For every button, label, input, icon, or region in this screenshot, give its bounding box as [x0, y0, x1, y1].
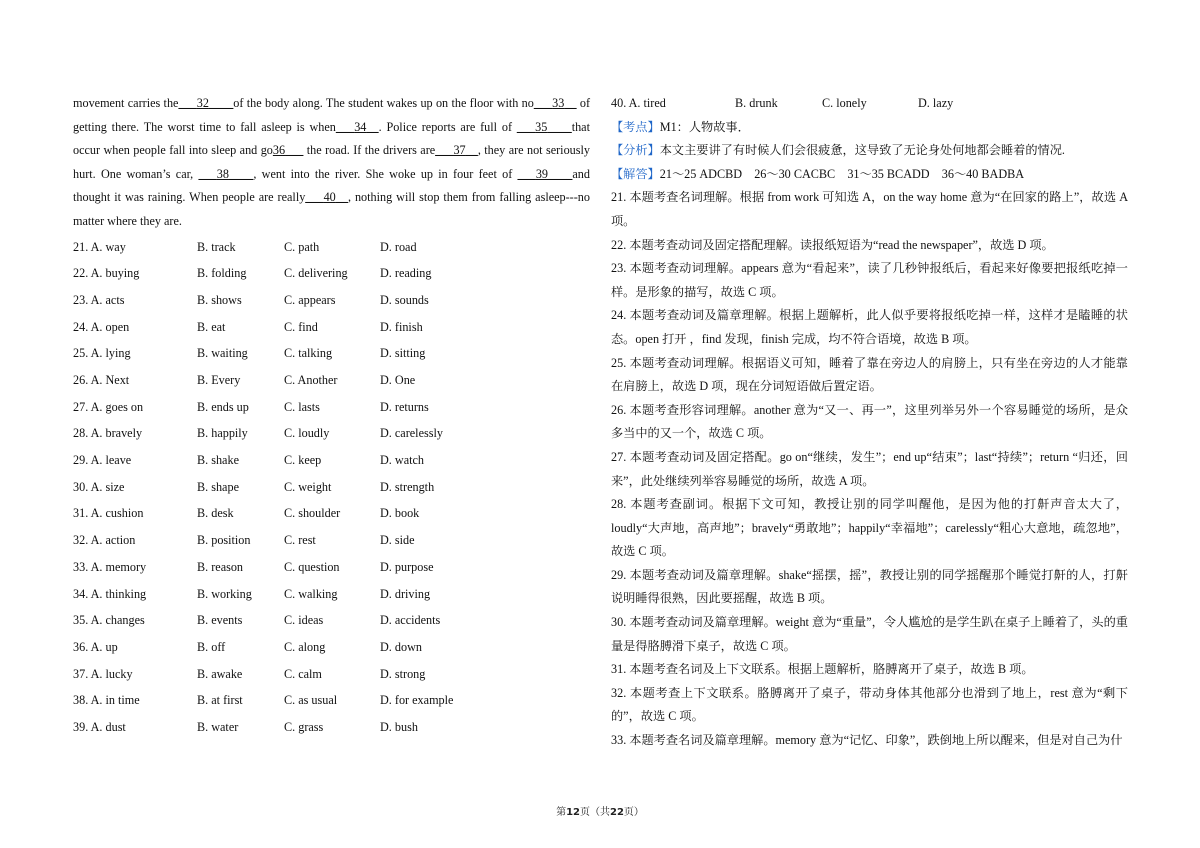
passage-text: , nothing will stop them from falling asleep---no matter where they are. [73, 190, 590, 228]
explanation-item: 27. 本题考查动词及固定搭配。go on“继续，发生”；end up“结束”；last“持续”；return “归还，回来”，此处继续列举容易睡觉的场所，故选 A 项。 [611, 449, 1128, 488]
page-total: 22 [610, 807, 624, 818]
blank-32: ___32____ [178, 96, 234, 110]
option-item: C. weight [284, 479, 332, 494]
option-row [73, 634, 590, 661]
option-row [73, 687, 590, 714]
option-item: 26. A. Next [73, 373, 130, 387]
option-item: C. walking [284, 586, 338, 601]
option-row [73, 607, 590, 634]
option-item: D. down [380, 639, 422, 654]
fenxi-line [611, 139, 1128, 163]
option-item: D. carelessly [380, 426, 443, 441]
option-item: D. sitting [380, 346, 426, 361]
blank-33: ___33__ [533, 96, 577, 110]
option-row-40 [611, 92, 1128, 116]
option-item: B. desk [197, 506, 234, 521]
passage-text: . Police reports are full of [378, 119, 517, 134]
option-row [73, 474, 590, 501]
option-item: D. watch [380, 453, 424, 468]
option-item: 34. A. thinking [73, 586, 147, 601]
option-item: 37. A. lucky [73, 666, 133, 681]
option-item: C. shoulder [284, 506, 341, 521]
option-row [73, 527, 590, 554]
option-item: B. ends up [197, 399, 249, 414]
option-row [73, 314, 590, 341]
explanation-item: 31. 本题考查名词及上下文联系。根据上题解析，胳膊离开了桌子，故选 B 项。 [611, 662, 1034, 677]
options-list [73, 234, 590, 741]
option-item: C. calm [284, 666, 322, 681]
option-item: C. talking [284, 346, 333, 361]
option-item: C. delivering [284, 266, 348, 281]
option-item: D. driving [380, 586, 431, 601]
option-item: 22. A. buying [73, 266, 140, 281]
explanation-item: 24. 本题考查动词及篇章理解。根据上题解析，此人似乎要将报纸吃掉一样，这样才是瞌睡的状态。open 打开 ，find 发现，finish 完成，均不符合语境，故选 B 项。 [611, 308, 1128, 346]
option-item: D. reading [380, 266, 432, 281]
option-item: B. working [197, 586, 252, 601]
kaodian-line [611, 116, 1128, 140]
option-item: B. water [197, 719, 239, 734]
option-item: B. shows [197, 292, 242, 307]
option-item: 27. A. goes on [73, 399, 144, 414]
option-row [73, 420, 590, 447]
kaodian-text: M1：人物故事． [659, 119, 750, 134]
option-item: C. grass [284, 719, 324, 734]
option-item: D. returns [380, 399, 429, 414]
option-item: 31. A. cushion [73, 506, 144, 521]
option-item: D. bush [380, 719, 418, 734]
blank-35: ___35____ [516, 119, 572, 134]
option-item: 38. A. in time [73, 693, 140, 708]
option-40-a: 40. A. tired [611, 96, 666, 110]
option-item: C. as usual [284, 693, 338, 708]
option-row [73, 367, 590, 394]
blank-34: ___34__ [335, 119, 379, 134]
passage-text: of getting there. The worst time to fall asleep is when [73, 96, 591, 134]
explanation-item: 25. 本题考查动词理解。根据语义可知，睡着了靠在旁边人的肩膀上，只有坐在旁边的人才能靠在肩膀上，故选 D 项，现在分词短语做后置定语。 [611, 355, 1128, 394]
option-item: B. awake [197, 666, 243, 681]
blank-39: ___39____ [517, 166, 573, 181]
jieda-line [611, 163, 1128, 187]
option-row [73, 554, 590, 581]
option-item: C. ideas [284, 613, 324, 628]
passage-text: the road. If the drivers are [303, 143, 436, 158]
option-item: B. folding [197, 266, 247, 281]
left-column [73, 92, 590, 741]
option-item: B. at first [197, 693, 243, 708]
explanation-item: 33. 本题考查名词及篇章理解。memory 意为“记忆、印象”，跌倒地上所以醒来，但是对自己为什 [611, 733, 1123, 748]
kaodian-tag: 【考点】 [611, 119, 660, 134]
blank-40: ___40__ [305, 190, 348, 205]
option-row [73, 447, 590, 474]
option-item: B. off [197, 639, 226, 654]
option-item: C. keep [284, 453, 322, 468]
option-item: 33. A. memory [73, 559, 147, 574]
option-40-d: D. lazy [918, 96, 954, 110]
option-item: 35. A. changes [73, 613, 145, 628]
option-item: 39. A. dust [73, 719, 126, 734]
explanation-item: 21. 本题考查名词理解。根据 from work 可知选 A，on the way home 意为“在回家的路上”，故选 A 项。 [611, 190, 1128, 228]
cloze-passage [73, 92, 590, 234]
option-item: C. along [284, 639, 326, 654]
option-item: B. shake [197, 453, 239, 468]
option-item: 28. A. bravely [73, 426, 143, 441]
explanation-item: 23. 本题考查动词理解。appears 意为“看起来”，读了几秒钟报纸后，看起来好像要把报纸吃掉一样。是形象的描写，故选 C 项。 [611, 261, 1128, 299]
option-40-c: C. lonely [822, 96, 867, 110]
option-item: D. side [380, 533, 415, 548]
blank-36: 36___ [272, 143, 304, 158]
option-item: D. sounds [380, 292, 429, 307]
option-item: 32. A. action [73, 533, 136, 548]
option-item: 25. A. lying [73, 346, 131, 361]
option-row [73, 714, 590, 741]
option-item: B. waiting [197, 346, 248, 361]
explanation-item: 22. 本题考查动词及固定搭配理解。读报纸短语为“read the newspaper”，故选 D 项。 [611, 237, 1054, 252]
option-item: B. shape [197, 479, 239, 494]
passage-text: , they are not seriously hurt. One woman’s car, [73, 143, 590, 181]
option-item: B. position [197, 533, 251, 548]
option-item: B. Every [197, 373, 241, 387]
passage-text: movement carries the [73, 96, 179, 110]
explanation-item: 30. 本题考查动词及篇章理解。weight 意为“重量”，令人尴尬的是学生趴在桌子上睡着了，头的重量是得胳膊滑下桌子，故选 C 项。 [611, 615, 1128, 653]
passage-text: , went into the river. She woke up in four feet of [253, 166, 518, 181]
page-footer: 第12页（共22页） [556, 807, 644, 818]
option-item: D. strength [380, 479, 435, 494]
explanation-item: 26. 本题考查形容词理解。another 意为“又一、再一”，这里列举另外一个容易睡觉的场所，是众多当中的又一个，故选 C 项。 [611, 402, 1128, 441]
option-item: 23. A. acts [73, 292, 125, 307]
passage-text: of the body along. The student wakes up on the floor with no [233, 96, 534, 110]
passage-text: that occur when people fall into sleep and go [73, 119, 590, 158]
option-item: C. rest [284, 533, 316, 548]
option-item: D. road [380, 239, 417, 254]
blank-38: ___38____ [198, 166, 254, 181]
option-item: 30. A. size [73, 479, 125, 494]
option-item: C. Another [284, 373, 338, 387]
option-item: D. strong [380, 666, 426, 681]
option-item: D. book [380, 506, 420, 521]
blank-37: ___37__ [435, 143, 478, 158]
option-40-b: B. drunk [735, 96, 778, 110]
right-column [611, 92, 1128, 753]
option-item: 36. A. up [73, 639, 118, 654]
option-row [73, 287, 590, 314]
option-item: B. reason [197, 559, 244, 574]
option-item: D. for example [380, 693, 454, 708]
explanation-item: 28. 本题考查副词。根据下文可知，教授让别的同学叫醒他，是因为他的打鼾声音太大了，loudly“大声地，高声地”；bravely“勇敢地”；happily“幸福地”；carelessly“粗心大意地，疏忽地”，故选 C 项。 [611, 497, 1128, 559]
option-row [73, 340, 590, 367]
option-item: D. accidents [380, 613, 441, 628]
option-item: D. One [380, 373, 416, 387]
page-number: 12 [566, 807, 580, 818]
option-item: B. eat [197, 319, 226, 334]
option-item: 29. A. leave [73, 453, 132, 468]
option-row [73, 234, 590, 261]
option-item: B. track [197, 239, 236, 254]
option-item: C. question [284, 559, 340, 574]
option-item: C. path [284, 239, 320, 254]
explanations-list [611, 186, 1128, 752]
passage-text: and thought it was raining. When people are really [73, 166, 590, 205]
explanation-item: 29. 本题考查动词及篇章理解。shake“摇摆，摇”，教授让别的同学摇醒那个睡觉打鼾的人，打鼾说明睡得很熟，因此要摇醒，故选 B 项。 [611, 567, 1128, 606]
answer-key: 21～25 ADCBD 26～30 CACBC 31～35 BCADD 36～40 BADBA [659, 166, 1025, 181]
option-item: B. events [197, 613, 243, 628]
option-row [73, 661, 590, 688]
option-item: C. find [284, 319, 318, 334]
option-item: 24. A. open [73, 319, 130, 334]
option-item: 21. A. way [73, 239, 126, 254]
option-item: C. loudly [284, 426, 330, 441]
fenxi-text: 本文主要讲了有时候人们会很疲惫，这导致了无论身处何地都会睡着的情况. [659, 143, 1065, 158]
option-row [73, 260, 590, 287]
option-item: D. finish [380, 319, 423, 334]
explanation-item: 32. 本题考查上下文联系。胳膊离开了桌子，带动身体其他部分也滑到了地上，rest 意为“剩下的”，故选 C 项。 [611, 685, 1128, 724]
option-row [73, 581, 590, 608]
option-item: C. appears [284, 292, 336, 307]
fenxi-tag: 【分析】 [611, 143, 660, 158]
option-item: C. lasts [284, 399, 320, 414]
option-row [73, 394, 590, 421]
option-item: B. happily [197, 426, 248, 441]
option-item: D. purpose [380, 559, 434, 574]
jieda-tag: 【解答】 [611, 166, 660, 181]
option-row [73, 500, 590, 527]
